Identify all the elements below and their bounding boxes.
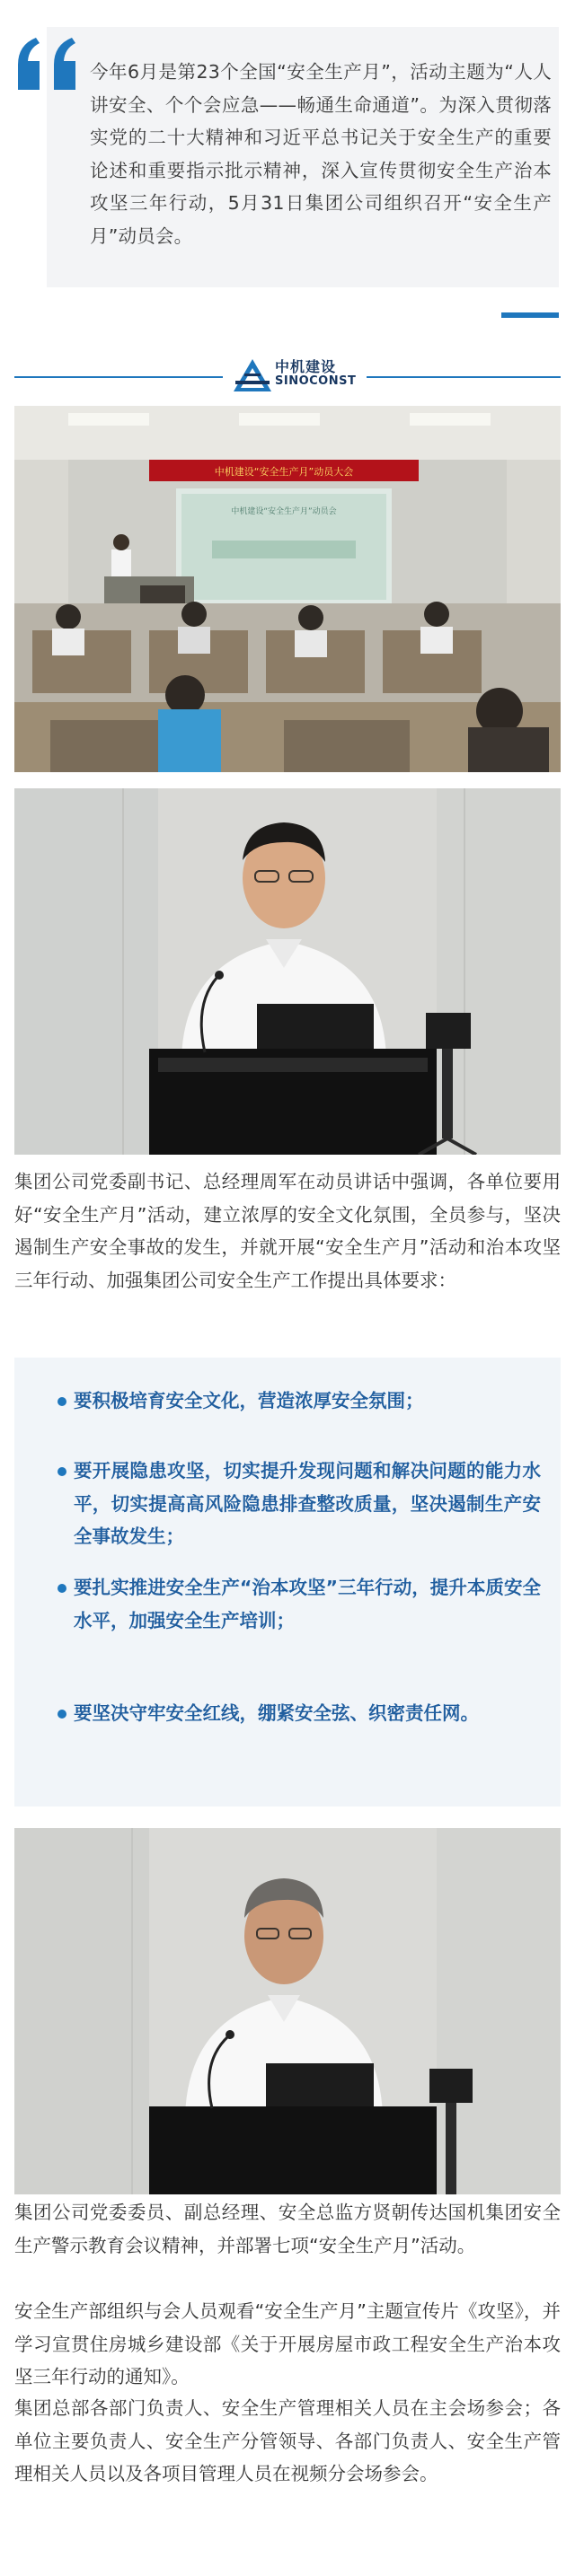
- requirement-item-2: 要开展隐患攻坚，切实提升发现问题和解决问题的能力水平，切实提高高风险隐患排查整改质量，坚决遏制生产安全事故发生；: [74, 1460, 541, 1548]
- meeting-banner-text: 中机建设“安全生产月”动员大会: [214, 466, 354, 478]
- divider-line-left: [14, 376, 223, 378]
- bullet-dot-icon: [58, 1467, 66, 1476]
- brand-divider: [0, 352, 575, 397]
- requirement-item-1: 要积极培育安全文化，营造浓厚安全氛围；: [74, 1390, 424, 1411]
- quote-mark-icon: [13, 34, 84, 97]
- paragraph-safety-director: 集团公司党委委员、副总经理、安全总监方贤朝传达国机集团安全生产警示教育会议精神，并部署七项“安全生产月”活动。: [14, 2202, 561, 2256]
- speaker-photo-2: [14, 1828, 561, 2194]
- bullet-dot-icon: [58, 1710, 66, 1719]
- paragraph-video-study: 安全生产部组织与会人员观看“安全生产月”主题宣传片《攻坚》，并学习宣贯住房城乡建设部《关于开展房屋市政工程安全生产治本攻坚三年行动的通知》。: [14, 2300, 561, 2388]
- sinoconst-logo-icon: [232, 357, 273, 393]
- intro-text: 今年6月是第23个全国“安全生产月”，活动主题为“人人讲安全、个个会应急——畅通生命通道”。为深入贯彻落实党的二十大精神和习近平总书记关于安全生产的重要论述和重要指示批示精神，深入宣传贯彻安全生产治本攻坚三年行动，5月31日集团公司组织召开“安全生产月”动员会。: [90, 61, 552, 247]
- meeting-hall-photo: [14, 406, 561, 772]
- paragraph-gm-speech: 集团公司党委副书记、总经理周军在动员讲话中强调，各单位要用好“安全生产月”活动，建立浓厚的安全文化氛围，全员参与，坚决遏制生产安全事故的发生，并就开展“安全生产月”活动和治本攻坚三年行动、加强集团公司安全生产工作提出具体要求：: [14, 1171, 561, 1291]
- bullet-dot-icon: [58, 1584, 66, 1593]
- meeting-screen-text: 中机建设“安全生产月”动员会: [231, 507, 337, 516]
- paragraph-attendees: 集团总部各部门负责人、安全生产管理相关人员在主会场参会；各单位主要负责人、安全生产分管领导、各部门负责人、安全生产管理相关人员以及各项目管理人员在视频分会场参会。: [14, 2397, 561, 2485]
- brand-name-en: SINOCONST: [275, 374, 357, 388]
- brand-name-cn: 中机建设: [275, 358, 337, 375]
- speaker-photo-1: [14, 788, 561, 1155]
- divider-line-right: [367, 376, 561, 378]
- requirement-item-4: 要坚决守牢安全红线，绷紧安全弦、织密责任网。: [74, 1702, 479, 1724]
- bullet-dot-icon: [58, 1397, 66, 1406]
- requirement-item-3: 要扎实推进安全生产“治本攻坚”三年行动，提升本质安全水平，加强安全生产培训；: [74, 1577, 541, 1631]
- intro-section: [0, 0, 575, 341]
- intro-accent-bar: [501, 312, 559, 318]
